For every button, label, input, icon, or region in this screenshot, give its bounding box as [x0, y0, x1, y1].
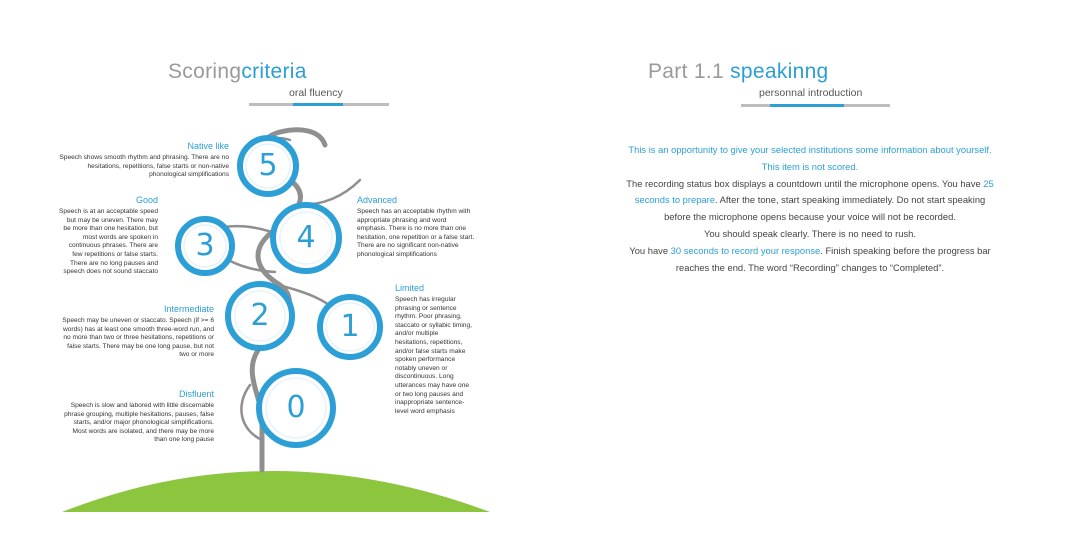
- level-title: Intermediate: [163, 304, 214, 314]
- level-5-number: 5: [258, 148, 278, 183]
- intro-instructions: [590, 142, 1030, 276]
- body-text: . Finish speaking before the progress bar: [820, 244, 991, 256]
- left-title-blue: criteria: [241, 60, 307, 83]
- right-title-rule-accent: [770, 104, 844, 107]
- level-disfluent: [58, 389, 214, 445]
- level-title: Native like: [187, 141, 229, 151]
- highlighted-text: 30 seconds to record your response: [670, 244, 821, 256]
- right-title-gray: Part 1.1: [648, 60, 724, 83]
- body-text: The recording status box displays a countdown until the microphone opens. You have: [626, 177, 984, 189]
- level-1-number: 1: [340, 309, 360, 344]
- level-title: Limited: [395, 283, 425, 293]
- level-advanced: [357, 195, 477, 260]
- right-subtitle: personnal introduction: [759, 87, 863, 99]
- level-description: Speech may be uneven or staccato. Speech (if >= 6 words) has at least one smooth three-word run, and no more than two or three hesitations, repetitions or false starts. There may be one long pause, but not two or more: [62, 317, 214, 359]
- right-title-blue: speakinng: [730, 60, 829, 83]
- body-text: before the microphone opens because your voice will not be recorded.: [664, 211, 956, 223]
- left-title-gray: Scoring: [168, 60, 242, 83]
- highlighted-text: This is an opportunity to give your selected institutions some information about yourself.: [628, 144, 992, 155]
- intro-line: [590, 209, 1030, 226]
- level-2-number: 2: [250, 298, 270, 333]
- level-0-number: 0: [286, 390, 306, 425]
- level-native-like: [59, 141, 229, 180]
- right-page-title: [648, 60, 829, 84]
- level-title: Disfluent: [178, 389, 214, 399]
- highlighted-text: seconds to prepare: [634, 194, 715, 206]
- highlighted-text: This item is not scored.: [761, 160, 859, 172]
- level-intermediate: [58, 304, 214, 360]
- level-description: Speech shows smooth rhythm and phrasing. There are no hesitations, repetitions, false starts or non-native phonological simplifications: [59, 154, 229, 179]
- highlighted-text: 25: [983, 177, 994, 189]
- level-description: Speech has an acceptable rhythm with appropriate phrasing and word emphasis. There is no more than one hesitation, one repetition or a false start. There are no significant non-native phonological simplifications: [357, 208, 475, 258]
- intro-line: [590, 260, 1030, 277]
- level-title: Advanced: [357, 195, 398, 205]
- intro-line: [590, 142, 1030, 159]
- left-subtitle: oral fluency: [289, 87, 343, 99]
- level-title: Good: [135, 195, 158, 205]
- level-description: Speech has irregular phrasing or sentence rhythm. Poor phrasing, staccato or syllabic timing, and/or multiple hesitations, repetitions, and/or false starts make spoken performance notably uneven or discontinuous. Long utterances may have one or two long pauses and inappropriate sentence- level word emphasis: [395, 296, 472, 415]
- grass-hill: [62, 471, 490, 512]
- level-description: Speech is slow and labored with little discernable phrase grouping, multiple hesitations, pauses, false starts, and/or major phonological simplifications. Most words are isolated, and there may be more than one long pause: [64, 402, 214, 444]
- body-text: . After the tone, start speaking immediately. Do not start speaking: [714, 194, 986, 206]
- intro-line: [590, 176, 1030, 193]
- intro-line: [590, 243, 1030, 260]
- intro-line: [590, 226, 1030, 243]
- body-text: You have: [629, 244, 671, 256]
- level-description: Speech is at an acceptable speed but may be uneven. There may be more than one hesitation, but most words are spoken in continuous phrases. There are few repetitions or false starts. There are no long pauses and speech does not sound staccato: [59, 208, 158, 276]
- level-3-number: 3: [195, 228, 215, 263]
- body-text: reaches the end. The word “Recording” changes to “Completed”.: [675, 261, 945, 273]
- level-limited: [395, 283, 473, 416]
- intro-line: [590, 192, 1030, 209]
- level-good: [58, 195, 158, 277]
- body-text: You should speak clearly. There is no need to rush.: [704, 227, 916, 239]
- intro-line: [590, 159, 1030, 176]
- level-4-number: 4: [296, 220, 316, 255]
